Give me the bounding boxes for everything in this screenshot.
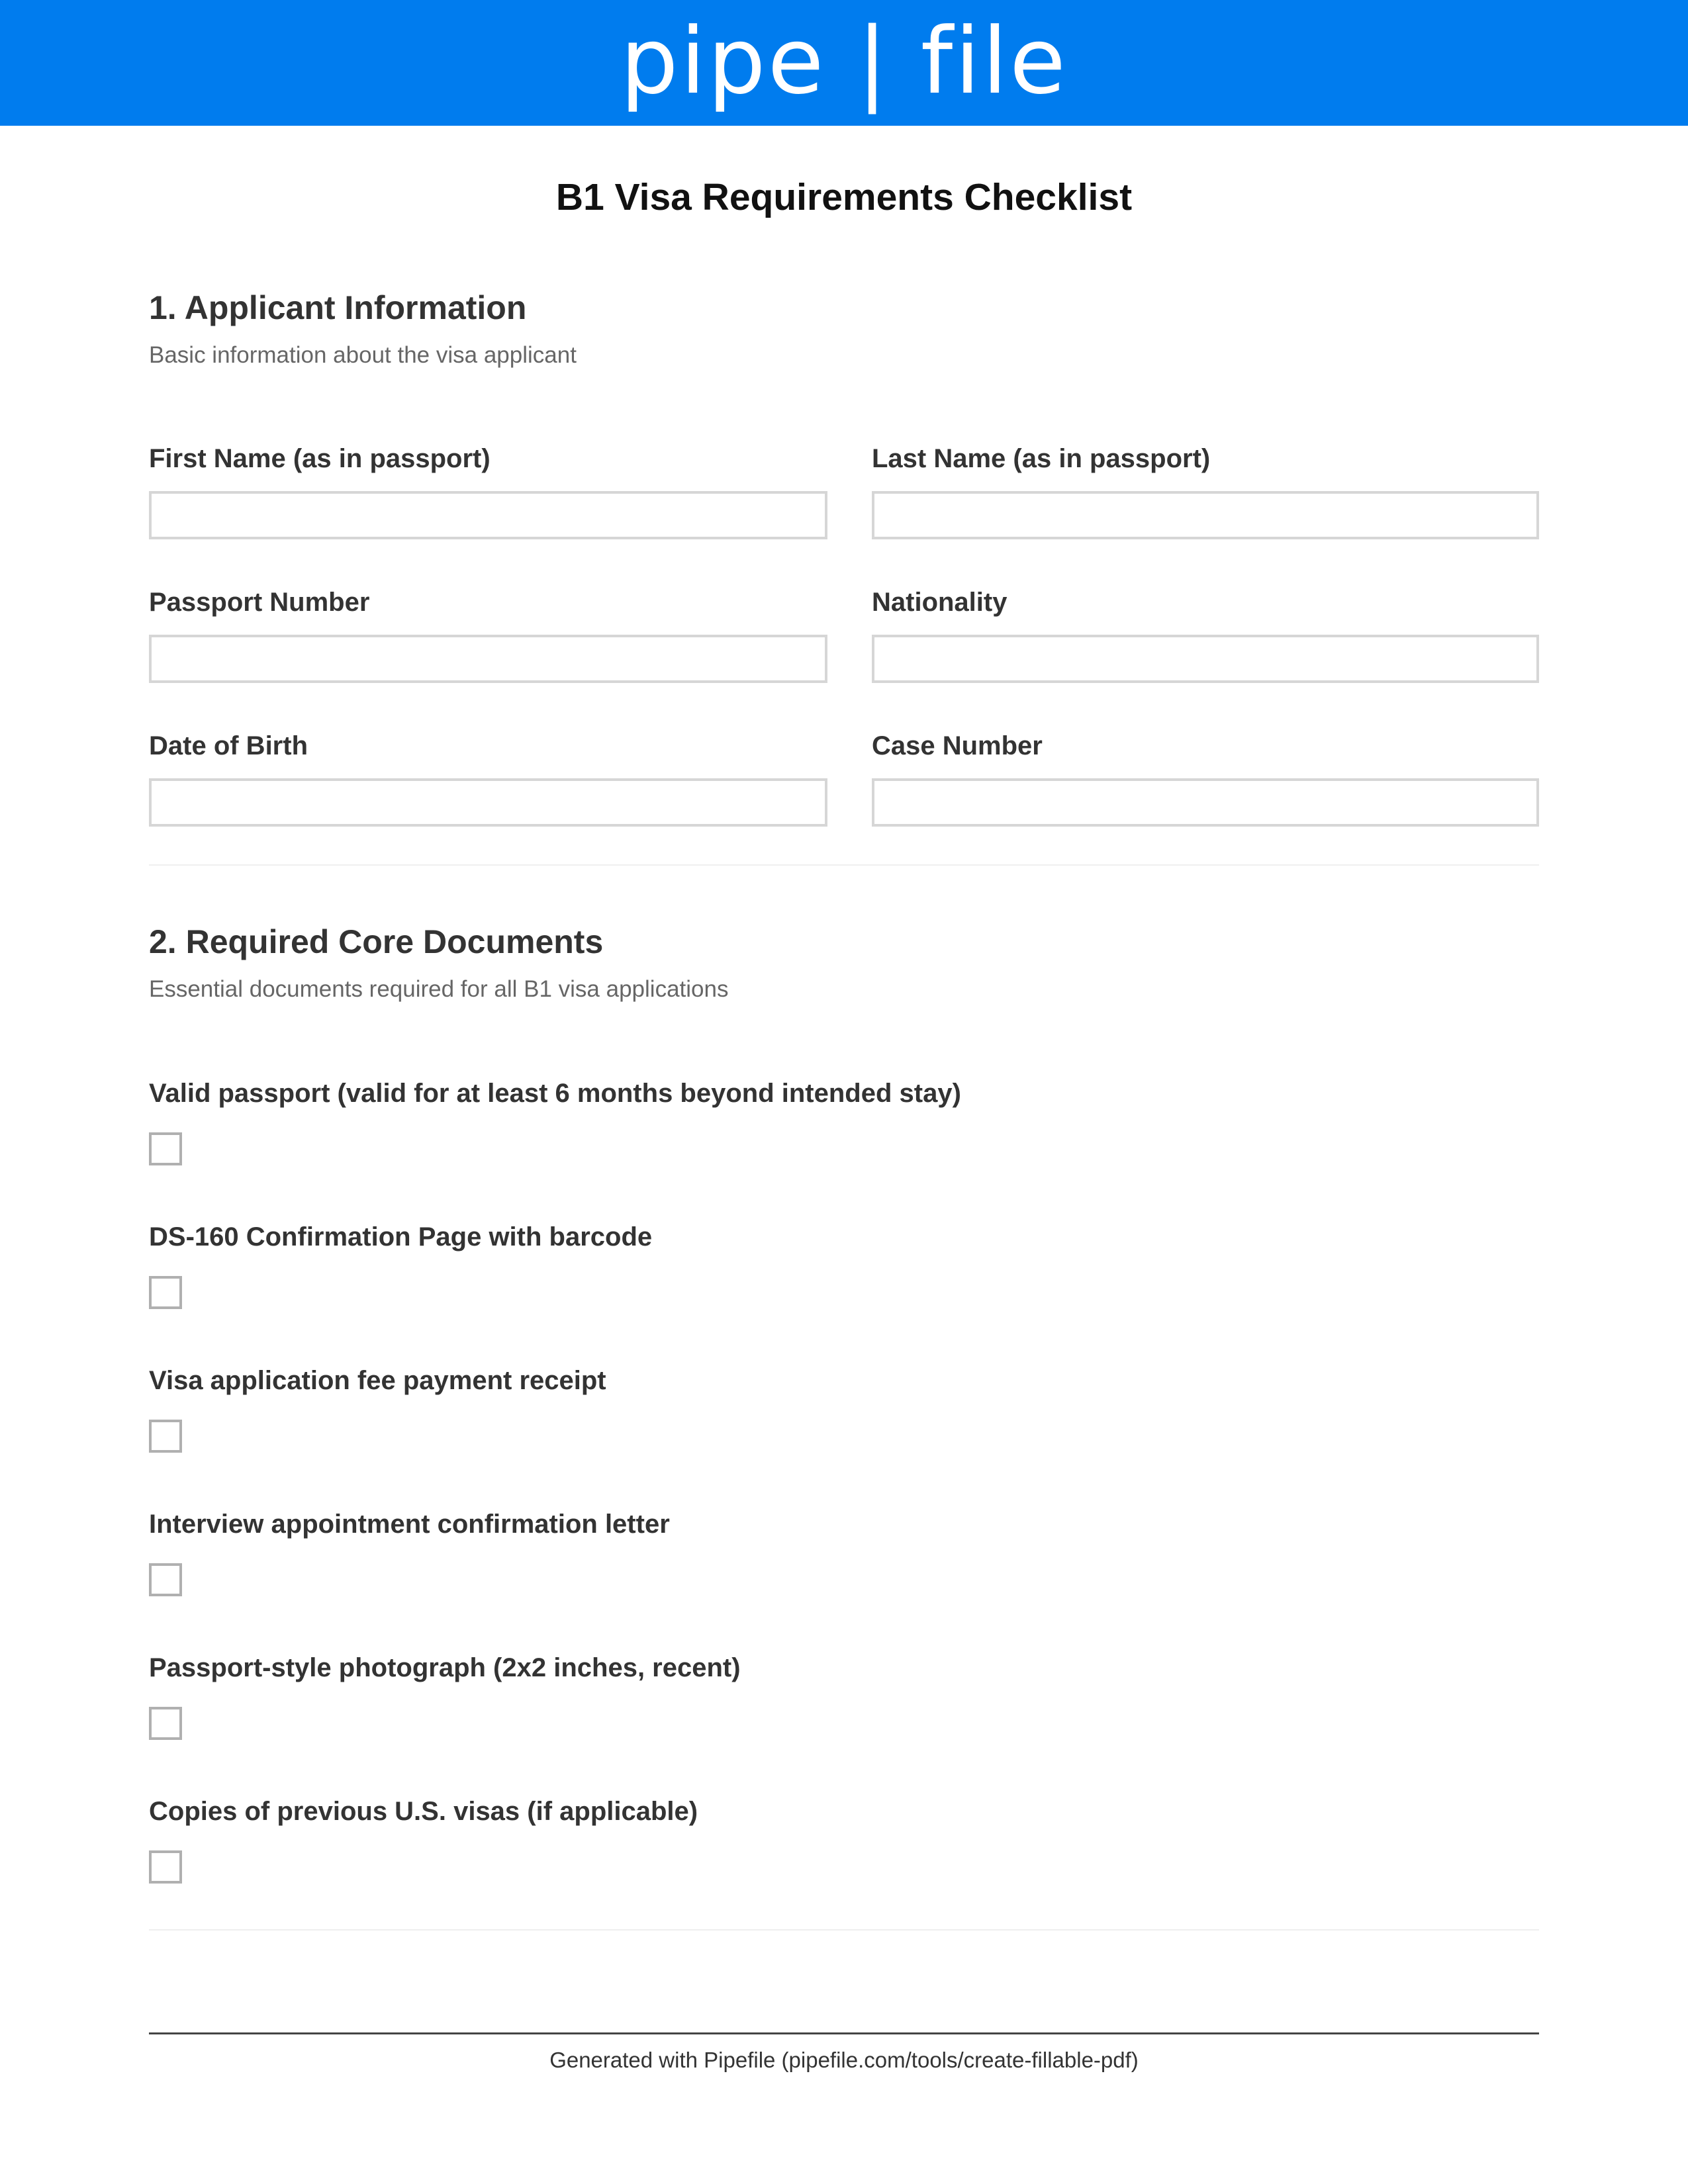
date-of-birth-label: Date of Birth xyxy=(149,731,308,760)
checklist-item-label-previous-visas: Copies of previous U.S. visas (if applicable) xyxy=(149,1797,698,1826)
checkbox-ds160[interactable] xyxy=(149,1276,182,1309)
nationality-input[interactable] xyxy=(872,635,1539,683)
passport-number-input[interactable] xyxy=(149,635,827,683)
case-number-label: Case Number xyxy=(872,731,1043,760)
section-divider xyxy=(149,1929,1539,1931)
first-name-input[interactable] xyxy=(149,491,827,539)
nationality-label: Nationality xyxy=(872,588,1008,617)
section-title-applicant-information: 1. Applicant Information xyxy=(149,289,527,326)
checkbox-fee-receipt[interactable] xyxy=(149,1420,182,1453)
section-title-required-core-documents: 2. Required Core Documents xyxy=(149,923,604,960)
section-description-required-core-documents: Essential documents required for all B1 visa applications xyxy=(149,976,729,1002)
date-of-birth-input[interactable] xyxy=(149,778,827,827)
footer-rule xyxy=(149,2032,1539,2034)
checkbox-interview-letter[interactable] xyxy=(149,1563,182,1596)
passport-number-label: Passport Number xyxy=(149,588,370,617)
checkbox-valid-passport[interactable] xyxy=(149,1132,182,1165)
checklist-item-label-photograph: Passport-style photograph (2x2 inches, recent) xyxy=(149,1653,741,1682)
section-description-applicant-information: Basic information about the visa applicant xyxy=(149,342,577,368)
checklist-item-label-ds160: DS-160 Confirmation Page with barcode xyxy=(149,1222,653,1251)
checklist-item-label-interview-letter: Interview appointment confirmation letter xyxy=(149,1510,670,1539)
checklist-item-label-valid-passport: Valid passport (valid for at least 6 months beyond intended stay) xyxy=(149,1079,961,1108)
checklist-item-label-fee-receipt: Visa application fee payment receipt xyxy=(149,1366,606,1395)
pipefile-logo: pipe | file xyxy=(620,8,1068,114)
checkbox-previous-visas[interactable] xyxy=(149,1850,182,1884)
last-name-input[interactable] xyxy=(872,491,1539,539)
case-number-input[interactable] xyxy=(872,778,1539,827)
first-name-label: First Name (as in passport) xyxy=(149,444,491,473)
section-divider xyxy=(149,864,1539,866)
footer-text: Generated with Pipefile (pipefile.com/tools/create-fillable-pdf) xyxy=(549,2048,1139,2072)
last-name-label: Last Name (as in passport) xyxy=(872,444,1211,473)
checkbox-photograph[interactable] xyxy=(149,1707,182,1740)
document-title: B1 Visa Requirements Checklist xyxy=(555,176,1133,218)
